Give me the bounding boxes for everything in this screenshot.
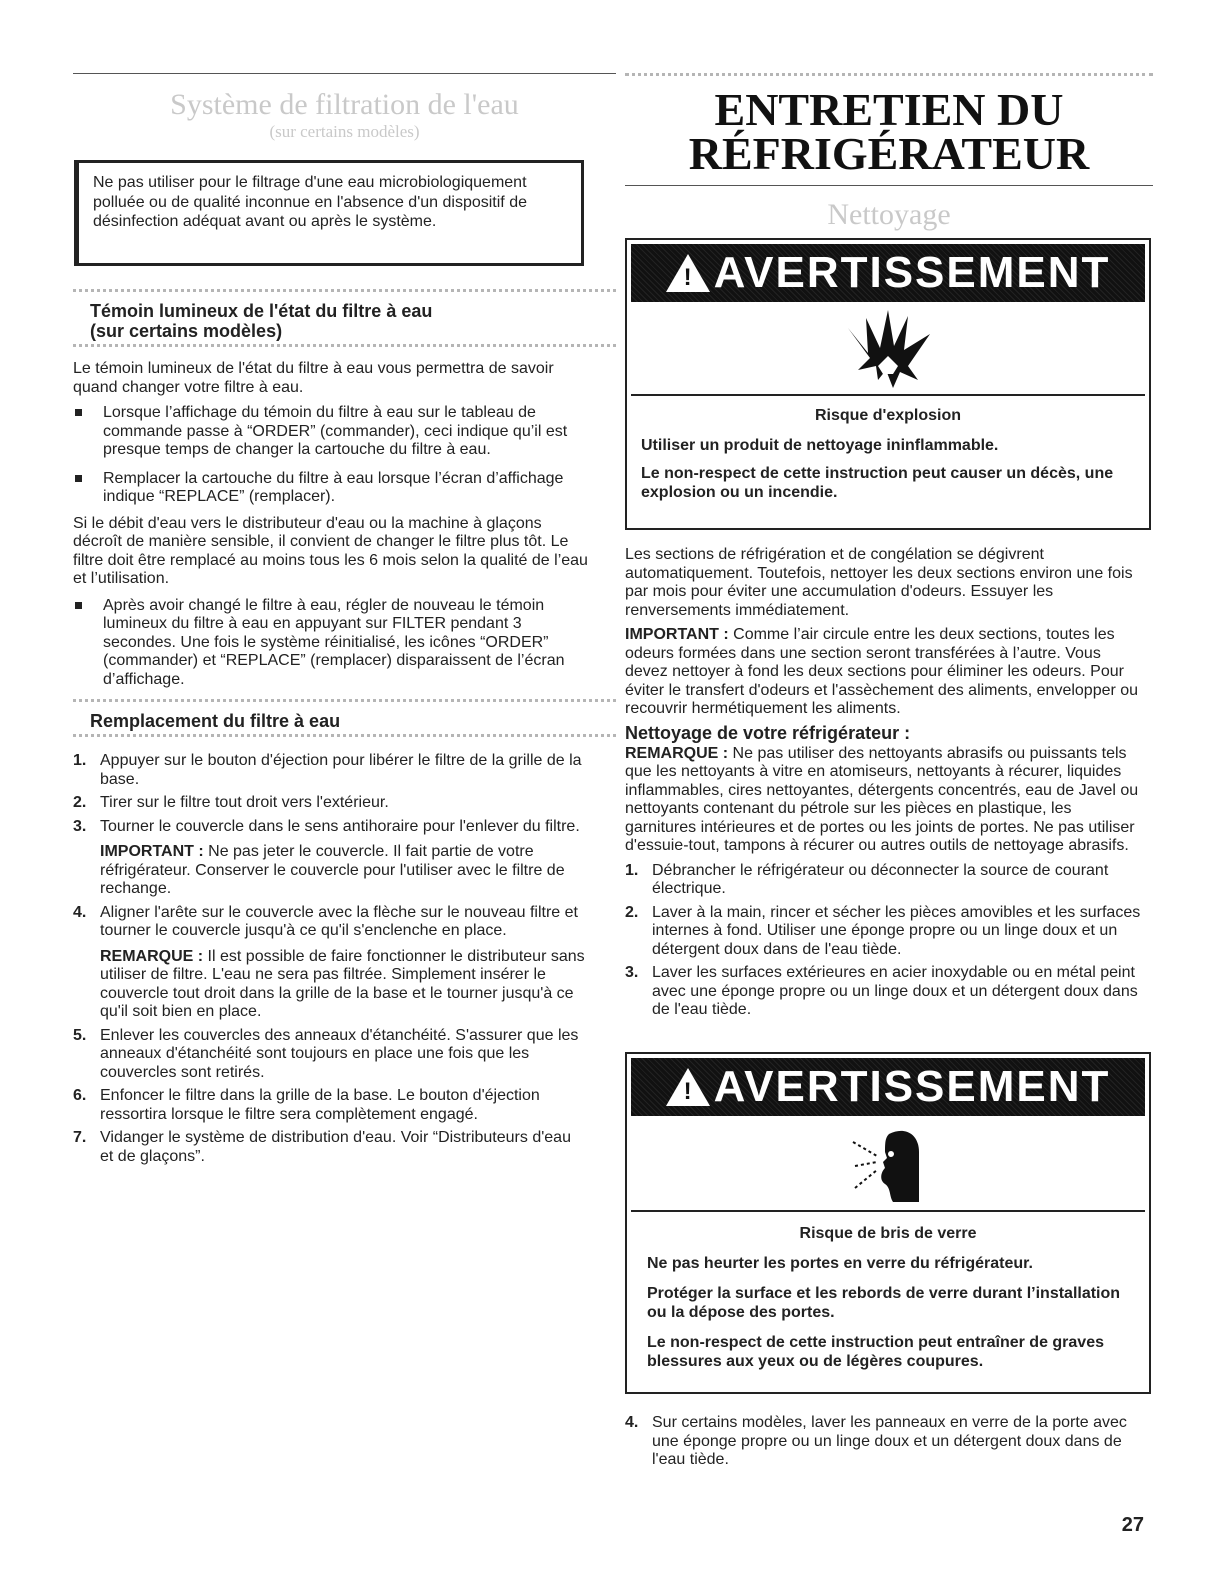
step-number: 4.: [73, 903, 87, 921]
step-number: 1.: [73, 752, 87, 769]
heading-line: Témoin lumineux de l'état du filtre à eau: [90, 301, 433, 321]
warning-banner: [631, 1058, 1145, 1116]
list-item: [73, 597, 588, 690]
step-item: [625, 862, 1143, 899]
step-number: 2.: [625, 903, 639, 921]
step-item: [73, 752, 588, 789]
dotted-rule: [73, 699, 616, 702]
bullet-icon: [75, 602, 82, 609]
note-text: Ne pas jeter le couvercle. Il fait partie de votre réfrigérateur. Conserver le couvercle pour l'utiliser avec le filtre de rechange.: [100, 843, 565, 897]
paragraph: Les sections de réfrigération et de congélation se dégivrent automatiquement. Toutefois, nettoyer les deux sections environ une fois par mois pour éviter une accumulation d'odeurs. Essuyer les renversements immédiatement.: [625, 546, 1133, 619]
step-number: 3.: [73, 817, 87, 835]
paragraph: Si le débit d'eau vers le distributeur d'eau ou la machine à glaçons décroît de manière sensible, il convient de changer le filtre plus tôt. Le filtre doit être remplacé au moins tous les 6 mois selon la qualité de l’eau et l’utilisation.: [73, 514, 588, 587]
step-item: [625, 964, 1143, 1020]
step-text: Enfoncer le filtre dans la grille de la base. Le bouton d'éjection ressortira lorsque le filtre sera complètement engagé.: [100, 1087, 540, 1123]
step-text: Tourner le couvercle dans le sens antihoraire pour l'enlever du filtre.: [100, 817, 580, 835]
step-number: 1.: [625, 861, 639, 879]
notice-text: Ne pas utiliser pour le filtrage d'une eau microbiologiquement polluée ou de qualité inconnue en l'absence d'un dispositif de désinfection adéquat avant ou après le système.: [93, 174, 527, 230]
warning-banner-text: AVERTISSEMENT: [713, 1062, 1111, 1111]
warning-risk: Risque d'explosion: [814, 407, 962, 424]
note-label: REMARQUE :: [100, 947, 204, 965]
warning-symbol: !: [683, 264, 692, 291]
warning-triangle-icon: [666, 1068, 710, 1106]
paragraph: [625, 745, 1143, 856]
explosion-pictogram: [631, 306, 1145, 396]
note-label: IMPORTANT :: [100, 843, 204, 860]
dotted-rule: [73, 734, 616, 737]
paragraph: Le témoin lumineux de l'état du filtre à eau vous permettra de savoir quand changer votre filtre à eau.: [73, 360, 554, 396]
title-rule: [625, 185, 1153, 186]
warning-text-block: [627, 1212, 1149, 1371]
step-item: [625, 1414, 1143, 1470]
step-item: [73, 1129, 588, 1166]
step-number: 2.: [73, 794, 87, 811]
filter-replacement-steps: [73, 752, 588, 1166]
section-title-filtration: Système de filtration de l'eau: [170, 88, 519, 121]
step-text: Vidanger le système de distribution d'eau. Voir “Distributeurs d'eau et de glaçons”.: [100, 1129, 571, 1165]
section-title-cleaning: Nettoyage: [827, 198, 951, 231]
list-item: [73, 470, 588, 507]
page-title: [625, 84, 1153, 179]
warning-text-block: [627, 396, 1149, 502]
warning-line: Utiliser un produit de nettoyage ininflammable.: [641, 437, 999, 454]
warning-banner: [631, 244, 1145, 302]
heading-line: (sur certains modèles): [90, 321, 283, 341]
remark-label: REMARQUE :: [625, 744, 729, 762]
warning-risk: Risque de bris de verre: [799, 1225, 977, 1242]
step-number: 7.: [73, 1129, 87, 1146]
paragraph-text: Comme l’air circule entre les deux sections, toutes les odeurs formées dans une section seront transférées à l’autre. Vous devez nettoyer à fond les deux sections pour éliminer les odeurs. Pour éviter le transfert d'odeurs et l'assèchement des aliments, envelopper ou recouvrir hermétiquement les aliments.: [625, 626, 1139, 717]
step-number: 4.: [625, 1414, 639, 1431]
top-rule-left: [73, 73, 616, 74]
step-text: Laver à la main, rincer et sécher les pièces amovibles et les surfaces internes à fond. Utiliser une éponge propre ou un linge doux et un détergent doux dans de l'eau tiède.: [652, 903, 1141, 958]
warning-line: Protéger la surface et les rebords de verre durant l’installation ou la dépose des portes.: [647, 1285, 1121, 1321]
cleaning-body: [625, 546, 1143, 1020]
step-item: [73, 1027, 588, 1083]
dotted-rule: [73, 344, 616, 347]
page-title-line: RÉFRIGÉRATEUR: [688, 128, 1090, 179]
step-item: [73, 794, 588, 813]
step-number: 3.: [625, 964, 639, 981]
list-item-text: Après avoir changé le filtre à eau, régler de nouveau le témoin lumineux du filtre à eau en appuyant sur FILTER pendant 3 secondes. Une fois le système réinitialisé, les icônes “ORDER” (commander) et “REPLACE” (remplacer) disparaissent de l’écran d’affichage.: [103, 596, 565, 688]
warning-line: Ne pas heurter les portes en verre du réfrigérateur.: [647, 1255, 1033, 1272]
list-item: [73, 404, 588, 460]
step-text: Laver les surfaces extérieures en acier inoxydable ou en métal peint avec une éponge propre ou un linge doux et un détergent doux dans de l'eau tiède.: [652, 964, 1138, 1018]
eye-injury-icon: [845, 1122, 925, 1208]
warning-box-explosion: [625, 238, 1151, 530]
step-text: Appuyer sur le bouton d'éjection pour libérer le filtre de la grille de la base.: [100, 752, 582, 788]
bullet-icon: [75, 409, 82, 416]
top-rule-right: [625, 73, 1153, 76]
warning-symbol: !: [683, 1078, 692, 1105]
bullet-icon: [75, 475, 82, 482]
warning-line: Le non-respect de cette instruction peut entraîner de graves blessures aux yeux ou de légères coupures.: [647, 1334, 1104, 1370]
paragraph: [625, 626, 1143, 719]
heading-filter-status: [90, 301, 610, 341]
explosion-icon: [838, 308, 938, 398]
important-label: IMPORTANT :: [625, 626, 729, 643]
step-item: [73, 904, 588, 1022]
step-item: [73, 818, 588, 899]
step-number: 5.: [73, 1026, 87, 1044]
notice-box: [74, 160, 584, 266]
page-number: 27: [1121, 1514, 1144, 1536]
warning-line: Le non-respect de cette instruction peut causer un décès, une explosion ou un incendie.: [641, 465, 1114, 501]
cleaning-step-4: [625, 1414, 1143, 1470]
section-subtitle-filtration: (sur certains modèles): [269, 122, 420, 141]
paragraph-text: Ne pas utiliser des nettoyants abrasifs ou puissants tels que les nettoyants à vitre en atomiseurs, nettoyants à récurer, liquides inflammables, cires nettoyantes, détergents concentrés, eau de Javel ou nettoyants contenant du pétrole sur les pièces en plastique, les garnitures intérieures et de portes ou les joints de portes. Ne pas utiliser d'essuie-tout, tampons à récurer ou autres outils de nettoyage abrasifs.: [625, 744, 1139, 854]
glass-pictogram: [631, 1120, 1145, 1212]
page-title-line: ENTRETIEN DU: [714, 84, 1064, 135]
heading-filter-replacement: Remplacement du filtre à eau: [90, 711, 341, 731]
step-text: Sur certains modèles, laver les panneaux en verre de la porte avec une éponge propre ou un linge doux et un détergent doux dans de l'eau tiède.: [652, 1414, 1127, 1468]
dotted-rule: [73, 289, 616, 292]
note-text: Il est possible de faire fonctionner le distributeur sans utiliser de filtre. L'eau ne sera pas filtrée. Simplement insérer le couvercle tout droit dans la grille de la base et le tourner jusqu'à ce qu'il soit bien en place.: [100, 947, 585, 1020]
step-text: Aligner l'arête sur le couvercle avec la flèche sur le nouveau filtre et tourner le couvercle jusqu'à ce qu'il s'enclenche en place.: [100, 903, 578, 939]
step-text: Enlever les couvercles des anneaux d'étanchéité. S'assurer que les anneaux d'étanchéité sont toujours en place une fois que les couvercles sont retirés.: [100, 1026, 579, 1081]
filter-status-body: [73, 360, 588, 689]
subheading-cleaning: Nettoyage de votre réfrigérateur :: [625, 722, 911, 743]
warning-banner-text: AVERTISSEMENT: [713, 248, 1111, 297]
step-item: [73, 1087, 588, 1124]
step-text: Tirer sur le filtre tout droit vers l'extérieur.: [100, 794, 389, 811]
step-note: [100, 948, 588, 1022]
warning-triangle-icon: [666, 254, 710, 292]
list-item-text: Lorsque l’affichage du témoin du filtre à eau sur le tableau de commande passe à “ORDER” (commander), ceci indique qu’il est presque temps de changer la cartouche du filtre à eau.: [103, 404, 568, 458]
step-text: Débrancher le réfrigérateur ou déconnecter la source de courant électrique.: [652, 861, 1109, 897]
step-number: 6.: [73, 1087, 87, 1104]
list-item-text: Remplacer la cartouche du filtre à eau lorsque l’écran d’affichage indique “REPLACE” (remplacer).: [103, 469, 564, 505]
step-item: [625, 904, 1143, 960]
step-note: [100, 843, 588, 899]
warning-box-glass: [625, 1052, 1151, 1394]
